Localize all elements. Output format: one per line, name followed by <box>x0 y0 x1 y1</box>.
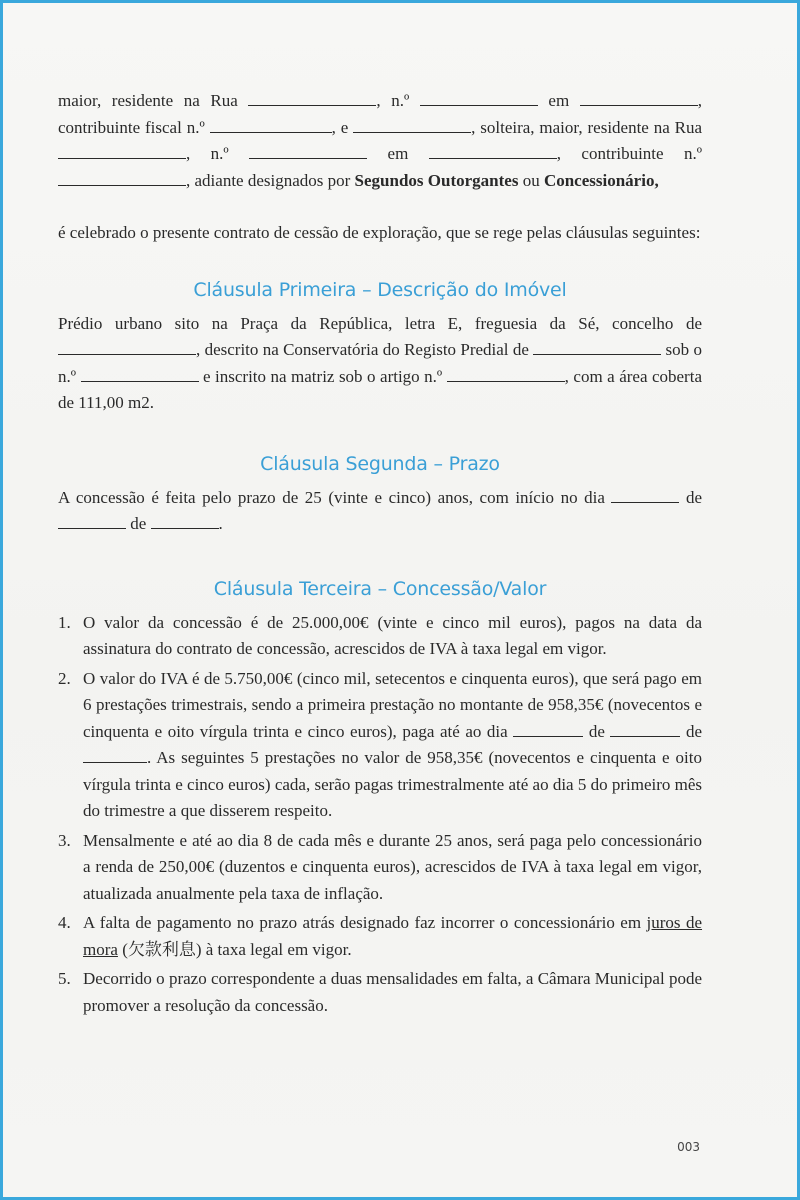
text: de <box>588 721 605 741</box>
blank-field <box>611 488 679 503</box>
text: , n.º <box>376 91 410 110</box>
blank-field <box>151 514 219 529</box>
blank-field <box>447 367 565 382</box>
blank-field <box>58 514 126 529</box>
intro-paragraph <box>58 88 702 194</box>
document-body <box>58 88 702 1022</box>
clause-1-heading: Cláusula Primeira – Descrição do Imóvel <box>193 278 567 301</box>
text: ou <box>522 170 540 190</box>
clause-3-heading: Cláusula Terceira – Concessão/Valor <box>213 577 547 600</box>
item-number: 2. <box>58 668 71 688</box>
blank-field <box>58 340 196 355</box>
blank-field <box>353 118 471 133</box>
text: e inscrito na matriz sob o artigo n.º <box>203 366 443 386</box>
text: , e <box>331 117 349 137</box>
blank-field <box>58 144 186 159</box>
text: O valor da concessão é de 25.000,00€ (vinte e cinco mil euros), pagos na data da assinatura do contrato de concessão, acrescidos de IVA à taxa legal em vigor. <box>83 612 702 658</box>
text: em <box>387 144 409 163</box>
text: , solteira, maior, residente na Rua <box>471 117 703 137</box>
list-item <box>58 910 702 963</box>
text: de <box>130 514 147 533</box>
blank-field <box>610 722 680 737</box>
text: , com a área coberta de 111,00 m2. <box>58 366 702 412</box>
text: , <box>697 91 703 110</box>
text: em <box>548 91 570 110</box>
intro-paragraph-2: é celebrado o presente contrato de cessão de exploração, que se rege pelas cláusulas seguintes: <box>58 223 701 242</box>
clause-1-text <box>58 311 702 417</box>
text: A falta de pagamento no prazo atrás designado faz incorrer o concessionário em <box>83 913 642 932</box>
item-number: 5. <box>58 969 71 988</box>
item-number: 4. <box>58 913 71 932</box>
text: sob o n.º <box>58 340 702 386</box>
text: A concessão é feita pelo prazo de 25 (vinte e cinco) anos, com início no dia <box>58 487 605 507</box>
text: . <box>218 514 223 533</box>
text: de <box>686 721 703 741</box>
list-item <box>58 966 702 1019</box>
blank-field <box>513 722 583 737</box>
text: . As seguintes 5 prestações no valor de 958,35€ (novecentos e cinquenta e oito vírgula trinta e cinco euros) cada, serão pagas trimestralmente até ao dia 5 do primeiro mês do trimestre a que disserem respeito. <box>83 748 703 820</box>
blank-field <box>248 91 376 106</box>
list-item <box>58 828 702 908</box>
text: de <box>685 487 703 507</box>
list-item <box>58 610 702 663</box>
clause-2-heading: Cláusula Segunda – Prazo <box>260 452 500 475</box>
blank-field <box>429 144 557 159</box>
text: Prédio urbano sito na Praça da República, letra E, freguesia da Sé, concelho de <box>58 313 702 333</box>
text: Decorrido o prazo correspondente a duas mensalidades em falta, a Câmara Municipal pode promover a resolução da concessão. <box>83 969 702 1015</box>
list-item <box>58 666 702 825</box>
clause-2-text <box>58 485 702 538</box>
page-number: 003 <box>677 1140 700 1154</box>
text: , adiante designados por <box>186 170 351 190</box>
blank-field <box>58 171 186 186</box>
blank-field <box>210 118 332 133</box>
text: (欠款利息) à taxa legal em vigor. <box>122 939 352 959</box>
blank-field <box>580 91 698 106</box>
text: O valor do IVA é de 5.750,00€ (cinco mil, setecentos e cinquenta euros), que será pago em 6 prestações trimestrais, sendo a primeira prestação no montante de 958,35€ (novecentos e cinquenta e oito vírgula trinta e cinco euros), paga até ao dia <box>83 668 702 741</box>
text: contribuinte fiscal n.º <box>58 117 205 137</box>
text: maior, residente na Rua <box>58 91 238 110</box>
blank-field <box>249 144 367 159</box>
underlined-term: juros de mora <box>83 913 703 959</box>
blank-field <box>81 367 199 382</box>
text: , contribuinte n.º <box>556 144 703 163</box>
blank-field <box>83 748 147 763</box>
item-number: 1. <box>58 612 71 632</box>
clause-3-list <box>58 610 702 1020</box>
bold-term: Segundos Outorgantes <box>354 170 519 190</box>
text: , n.º <box>186 144 229 163</box>
item-number: 3. <box>58 830 71 850</box>
bold-term: Concessionário, <box>543 170 659 190</box>
text: Mensalmente e até ao dia 8 de cada mês e durante 25 anos, será paga pelo concessionário a renda de 250,00€ (duzentos e cinquenta euros), acrescidos de IVA à taxa legal em vigor, atualizada anualmente pela taxa de inflação. <box>83 830 702 903</box>
text: , descrito na Conservatória do Registo Predial de <box>196 340 529 359</box>
blank-field <box>533 340 661 355</box>
blank-field <box>420 91 538 106</box>
